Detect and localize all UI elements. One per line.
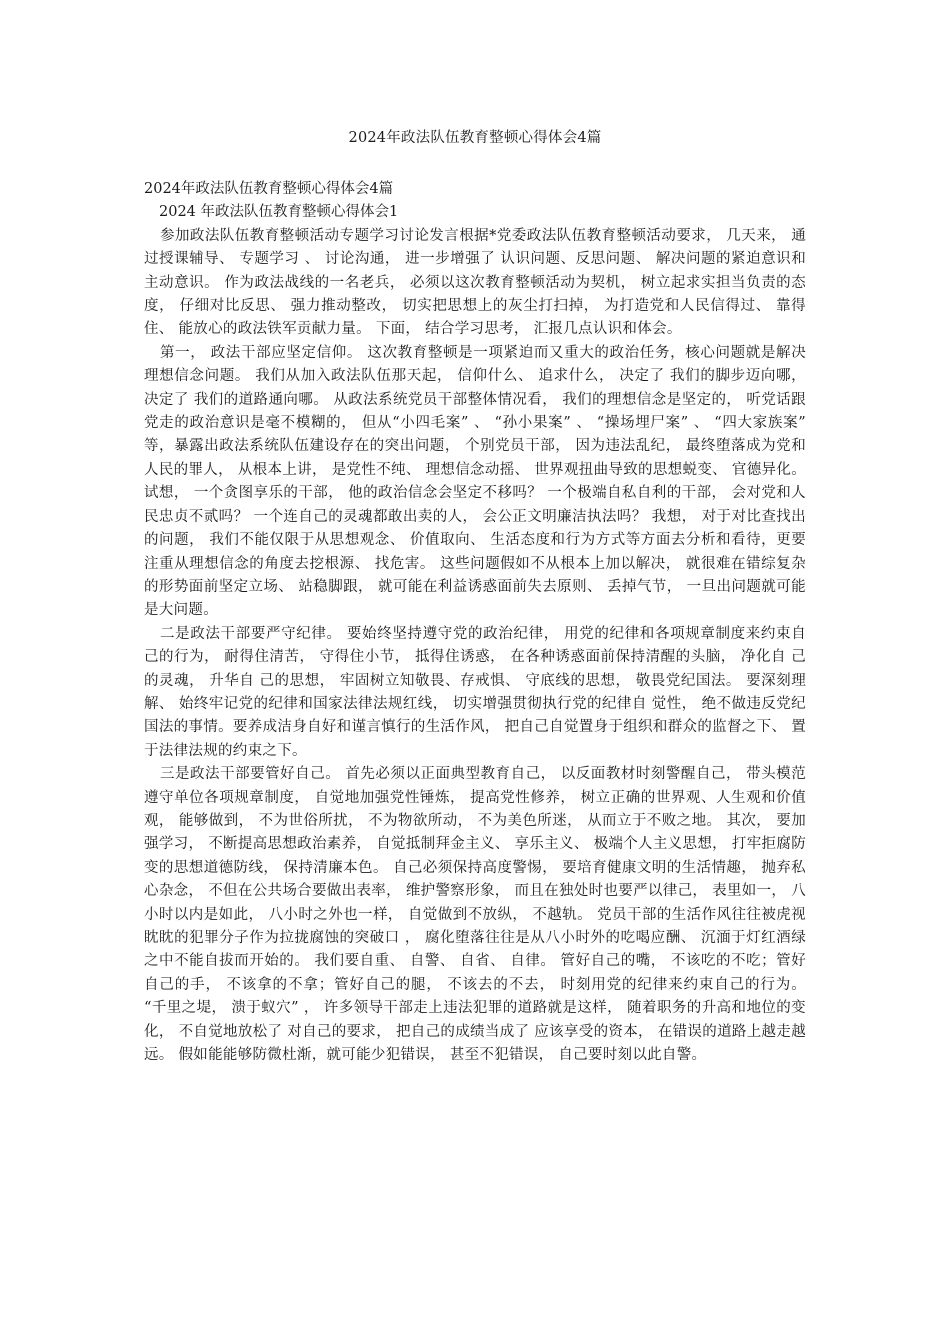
article-subheading: 2024 年政法队伍教育整顿心得体会1 — [159, 204, 399, 221]
paragraph-intro: 参加政法队伍教育整顿活动专题学习讨论发言根据*党委政法队伍教育整顿活动要求， 几天来， 通过授课辅导、 专题学习 、 讨论沟通， 进一步增强了 认识问题、反思问题、 解决问题的紧迫意识和主动意识。 作为政法战线的一名老兵， 必须以这次教育整顿活动为契机， 树立起求实担当负责的态度， 仔细对比反思、 强力推动整改， 切实把思想上的灰尘打扫掉， 为打造党和人民信得过、 靠得住、 能放心的政法铁军贡献力量。 下面， 结合学习思考， 汇报几点认识和体会。 — [144, 227, 806, 338]
section-heading: 2024年政法队伍教育整顿心得体会4篇 — [144, 181, 394, 197]
paragraph-first-point: 第一， 政法干部应坚定信仰。 这次教育整顿是一项紧迫而又重大的政治任务，核心问题就是解决理想信念问题。 我们从加入政法队伍那天起， 信仰什么、 追求什么， 决定了 我们的脚步迈向哪， 决定了 我们的道路通向哪。 从政法系统党员干部整体情况看， 我们的理想信念是坚定的， 听党话跟党走的政治意识是毫不模糊的， 但从“小四毛案” 、 “孙小果案” 、 “操场埋尸案” 、 “四大家族案” 等，暴露出政法系统队伍建设存在的突出问题， 个别党员干部， 因为违法乱纪， 最终堕落成为党和人民的罪人， 从根本上讲， 是党性不纯、 理想信念动摇、 世界观扭曲导致的思想蜕变、 官德异化。 试想， 一个贪图享乐的干部， 他的政治信念会坚定不移吗？ 一个极端自私自利的干部， 会对党和人民忠贞不贰吗？ 一个连自己的灵魂都敢出卖的人， 会公正文明廉洁执法吗？ 我想， 对于对比查找出的问题， 我们不能仅限于从思想观念、 价值取向、 生活态度和行为方式等方面去分析和看待，更要注重从理想信念的角度去挖根源、 找危害。 这些问题假如不从根本上加以解决， 就很难在错综复杂的形势面前坚定立场、 站稳脚跟， 就可能在利益诱惑面前失去原则、 丢掉气节， 一旦出问题就可能是大问题。 — [144, 344, 806, 619]
document-body — [144, 178, 806, 1067]
paragraph-third-point: 三是政法干部要管好自己。 首先必须以正面典型教育自己， 以反面教材时刻警醒自己， 带头模范遵守单位各项规章制度， 自觉地加强党性锤炼， 提高党性修养， 树立正确的世界观、人生观和价值观， 能够做到， 不为世俗所扰， 不为物欲所动， 不为美色所迷， 从而立于不败之地。 其次， 要加强学习， 不断提高思想政治素养， 自觉抵制拜金主义、 享乐主义、 极端个人主义思想， 打牢拒腐防变的思想道德防线， 保持清廉本色。 自己必须保持高度警惕， 要培育健康文明的生活情趣， 抛弃私心杂念， 不但在公共场合要做出表率， 维护警察形象， 而且在独处时也要严以律己， 表里如一， 八小时以内是如此， 八小时之外也一样， 自觉做到不放纵， 不越轨。 党员干部的生活作风往往被虎视眈眈的犯罪分子作为拉拢腐蚀的突破口 ， 腐化堕落往往是从八小时外的吃喝应酬、 沉湎于灯红酒绿之中不能自拔而开始的。 我们要自重、 自警、 自省、 自律。 管好自己的嘴， 不该吃的不吃；管好自己的手， 不该拿的不拿；管好自己的腿， 不该去的不去， 时刻用党的纪律来约束自己的行为。 “千里之堤， 溃于蚁穴” ， 许多领导干部走上违法犯罪的道路就是这样， 随着职务的升高和地位的变化， 不自觉地放松了 对自己的要求， 把自己的成绩当成了 应该享受的资本， 在错误的道路上越走越远。 假如能能够防微杜渐，就可能少犯错误， 甚至不犯错误， 自己要时刻以此自警。 — [144, 766, 806, 1064]
paragraph-second-point: 二是政法干部要严守纪律。 要始终坚持遵守党的政治纪律， 用党的纪律和各项规章制度来约束自己的行为， 耐得住清苦， 守得住小节， 抵得住诱惑， 在各种诱惑面前保持清醒的头脑， 净化自 己的灵魂， 升华自 己的思想， 牢固树立知敬畏、存戒惧、 守底线的思想， 敬畏党纪国法。 要深刻理解、 始终牢记党的纪律和国家法律法规红线， 切实增强贯彻执行党的纪律自 觉性， 绝不做违反党纪国法的事情。要养成洁身自好和谨言慎行的生活作风， 把自己自觉置身于组织和群众的监督之下、 置于法律法规的约束之下。 — [144, 625, 806, 759]
document-title: 2024年政法队伍教育整顿心得体会4篇 — [348, 130, 602, 146]
